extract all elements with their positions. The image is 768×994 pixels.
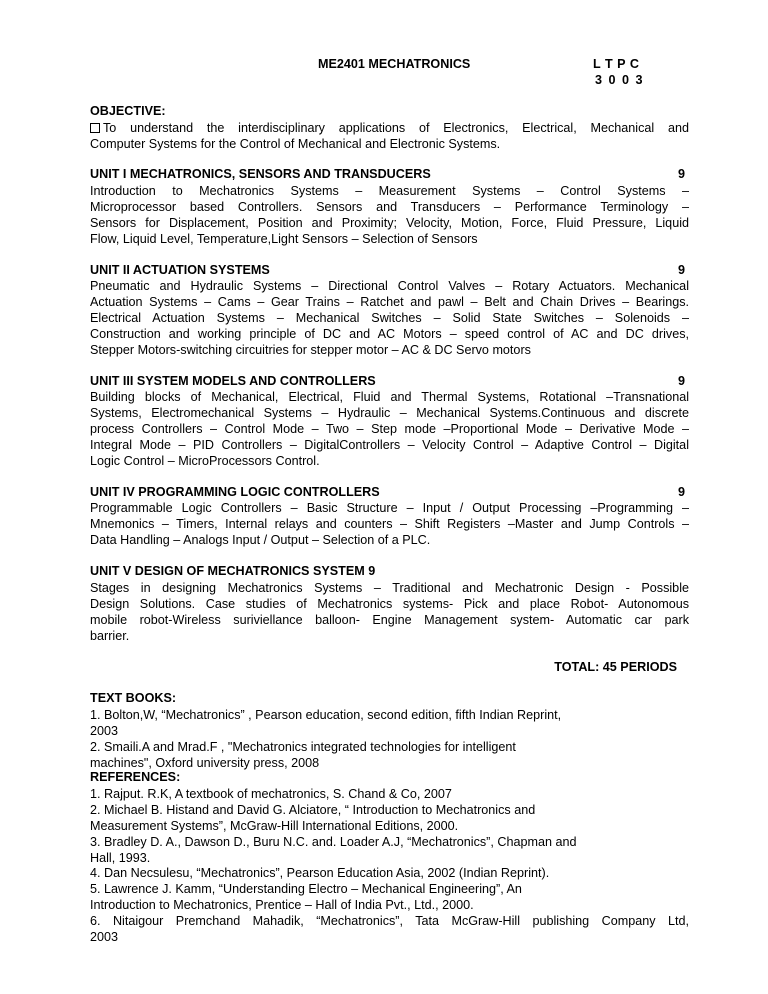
text-book-line: 2. Smaili.A and Mrad.F , "Mechatronics integrated technologies for intelligent <box>90 740 516 754</box>
unit-line: Mnemonics – Timers, Internal relays and counters – Shift Registers –Master and Jump Controls – <box>90 517 689 531</box>
unit-line: barrier. <box>90 629 130 643</box>
unit-line: process Controllers – Control Mode – Two – Step mode –Proportional Mode – Derivative Mode – <box>90 422 689 436</box>
unit-line: Construction and working principle of DC and AC Motors – speed control of AC and DC drives, <box>90 327 689 341</box>
text-book-line: 2003 <box>90 724 119 738</box>
unit-line: Pneumatic and Hydraulic Systems – Directional Control Valves – Rotary Actuators. Mechanical <box>90 279 689 293</box>
objective-line <box>90 120 689 136</box>
reference-line: 2003 <box>90 930 119 944</box>
objective-heading: OBJECTIVE: <box>90 104 166 118</box>
objective-line-text: To understand the interdisciplinary applications of Electronics, Electrical, Mechanical and <box>103 121 689 135</box>
unit-hours: 9 <box>677 167 685 181</box>
unit-line: Sensors for Displacement, Position and Proximity; Velocity, Motion, Force, Fluid Pressure, Liquid <box>90 216 689 230</box>
unit-heading <box>90 166 689 182</box>
unit-line: Systems, Electromechanical Systems – Hydraulic – Mechanical Systems.Continuous and discrete <box>90 406 689 420</box>
total-periods: TOTAL: 45 PERIODS <box>554 660 677 674</box>
unit-line: Integral Mode – PID Controllers – DigitalControllers – Velocity Control – Adaptive Control – Digital <box>90 438 689 452</box>
ltpc-values: 3 0 0 3 <box>595 73 645 87</box>
reference-line: Hall, 1993. <box>90 851 151 865</box>
unit-heading <box>90 373 689 389</box>
course-title: ME2401 MECHATRONICS <box>318 57 471 71</box>
objective-line: Computer Systems for the Control of Mechanical and Electronic Systems. <box>90 137 501 151</box>
unit-line: Building blocks of Mechanical, Electrical, Fluid and Thermal Systems, Rotational –Transnational <box>90 390 689 404</box>
references-heading: REFERENCES: <box>90 770 181 784</box>
reference-line: 4. Dan Necsulesu, “Mechatronics”, Pearson Education Asia, 2002 (Indian Reprint). <box>90 866 550 880</box>
checkbox-icon <box>90 123 100 133</box>
reference-line: 6. Nitaigour Premchand Mahadik, “Mechatronics”, Tata McGraw-Hill publishing Company Ltd, <box>90 914 689 928</box>
unit-line: Actuation Systems – Cams – Gear Trains – Ratchet and pawl – Belt and Chain Drives – Bearings. <box>90 295 689 309</box>
unit-title: UNIT IV PROGRAMMING LOGIC CONTROLLERS <box>90 485 380 499</box>
unit-line: mobile robot-Wireless suriviellance balloon- Engine Management system- Automatic car park <box>90 613 689 627</box>
unit-hours: 9 <box>677 485 685 499</box>
unit-line: Flow, Liquid Level, Temperature,Light Sensors – Selection of Sensors <box>90 232 478 246</box>
reference-line: 5. Lawrence J. Kamm, “Understanding Electro – Mechanical Engineering”, An <box>90 882 522 896</box>
unit-heading <box>90 484 689 500</box>
unit-line: Programmable Logic Controllers – Basic Structure – Input / Output Processing –Programming – <box>90 501 689 515</box>
unit-title: UNIT II ACTUATION SYSTEMS <box>90 263 270 277</box>
text-book-line: machines", Oxford university press, 2008 <box>90 756 320 770</box>
unit-heading <box>90 262 689 278</box>
unit-hours: 9 <box>677 374 685 388</box>
reference-line: Measurement Systems”, McGraw-Hill International Editions, 2000. <box>90 819 459 833</box>
reference-line: 3. Bradley D. A., Dawson D., Buru N.C. and. Loader A.J, “Mechatronics”, Chapman and <box>90 835 577 849</box>
unit-hours: 9 <box>677 263 685 277</box>
unit-line: Stages in designing Mechatronics Systems – Traditional and Mechatronic Design - Possible <box>90 581 689 595</box>
unit-title: UNIT V DESIGN OF MECHATRONICS SYSTEM 9 <box>90 564 376 578</box>
unit-line: Logic Control – MicroProcessors Control. <box>90 454 320 468</box>
unit-line: Introduction to Mechatronics Systems – Measurement Systems – Control Systems – <box>90 184 689 198</box>
unit-line: Stepper Motors-switching circuitries for stepper motor – AC & DC Servo motors <box>90 343 531 357</box>
unit-line: Electrical Actuation Systems – Mechanical Switches – Solid State Switches – Solenoids – <box>90 311 689 325</box>
unit-title: UNIT III SYSTEM MODELS AND CONTROLLERS <box>90 374 376 388</box>
text-books-heading: TEXT BOOKS: <box>90 691 177 705</box>
ltpc-label: L T P C <box>593 57 640 71</box>
unit-line: Design Solutions. Case studies of Mechatronics systems- Pick and place Robot- Autonomous <box>90 597 689 611</box>
reference-line: 2. Michael B. Histand and David G. Alciatore, “ Introduction to Mechatronics and <box>90 803 536 817</box>
unit-heading <box>90 563 689 579</box>
text-book-line: 1. Bolton,W, “Mechatronics” , Pearson education, second edition, fifth Indian Reprint, <box>90 708 562 722</box>
reference-line: 1. Rajput. R.K, A textbook of mechatronics, S. Chand & Co, 2007 <box>90 787 452 801</box>
unit-line: Microprocessor based Controllers. Sensors and Transducers – Performance Terminology – <box>90 200 689 214</box>
reference-line: Introduction to Mechatronics, Prentice – Hall of India Pvt., Ltd., 2000. <box>90 898 474 912</box>
unit-title: UNIT I MECHATRONICS, SENSORS AND TRANSDUCERS <box>90 167 431 181</box>
unit-line: Data Handling – Analogs Input / Output – Selection of a PLC. <box>90 533 431 547</box>
